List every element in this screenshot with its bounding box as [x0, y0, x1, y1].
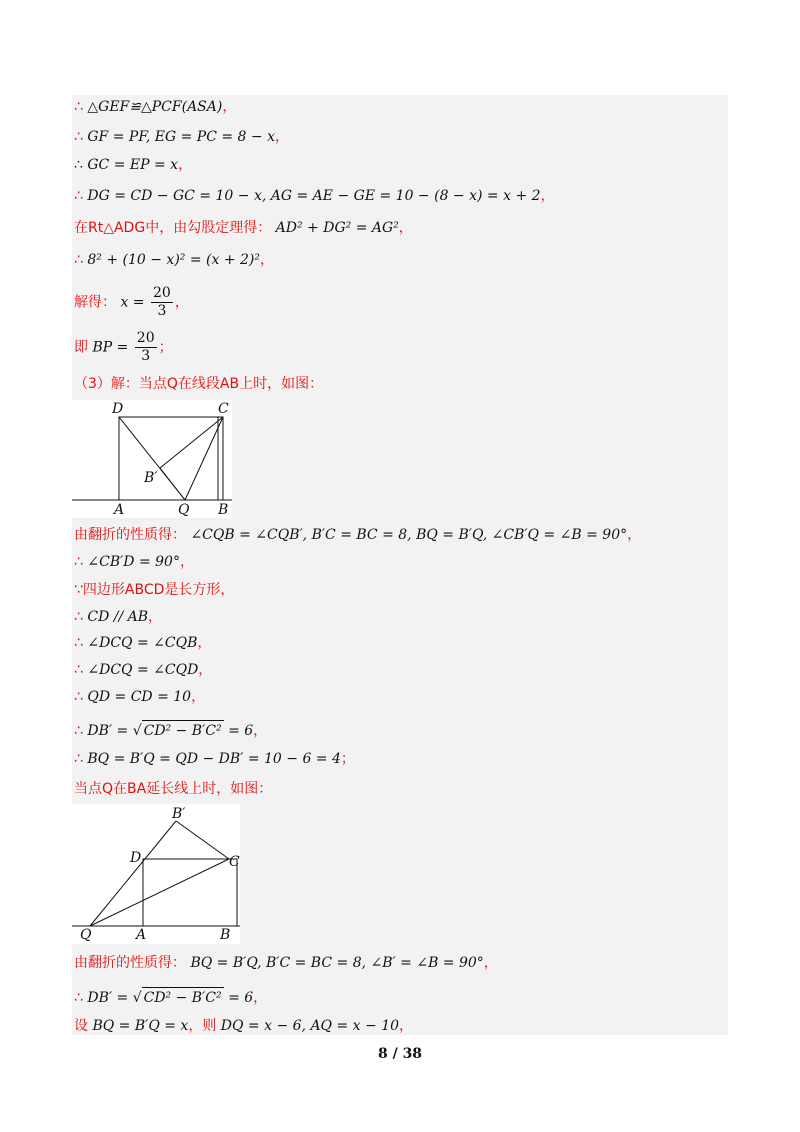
segment-QC: [90, 859, 229, 926]
radicand: CD² − B′C²: [142, 720, 224, 741]
therefore-symbol: ∴: [74, 751, 83, 767]
math-expr: GC = EP = x: [87, 157, 179, 173]
denominator: 3: [157, 303, 167, 319]
page-separator: /: [392, 1046, 398, 1062]
line-1: [74, 97, 236, 117]
line-13: [74, 607, 162, 627]
math-expr: ∠DCQ = ∠CQB: [87, 635, 198, 651]
line-6: [74, 250, 274, 270]
label-C: C: [218, 401, 229, 417]
punct: ，: [540, 188, 555, 204]
text: 在Rt△ADG中，由勾股定理得：: [74, 220, 272, 236]
label-B: B: [220, 927, 231, 943]
line-20: [74, 953, 498, 973]
figure-1-svg: [72, 400, 232, 518]
line-15: [74, 660, 212, 680]
segment-B-prime-C: [176, 821, 229, 859]
page-number: [0, 1046, 800, 1062]
segment-CB-prime: [160, 417, 223, 468]
text: 即: [74, 339, 88, 356]
fraction: [151, 285, 173, 320]
math-expr: ∠CB′D = 90°: [87, 554, 180, 570]
therefore-symbol: ∴: [74, 990, 83, 1006]
line-3: [74, 155, 192, 175]
math-expr: △GEF≌△PCF(ASA): [87, 99, 223, 115]
punct: ，: [627, 527, 642, 543]
math-expr: BQ = B′Q = x: [92, 1018, 189, 1034]
therefore-symbol: ∴: [74, 689, 83, 705]
math-lhs: x =: [120, 294, 145, 311]
segment-CQ: [185, 417, 223, 500]
figure-2: [72, 804, 240, 944]
label-D: D: [130, 850, 142, 866]
math-expr: DQ = x − 6, AQ = x − 10: [220, 1018, 400, 1034]
punct: ，: [253, 723, 268, 739]
text: 解得：: [74, 294, 116, 311]
label-A: A: [136, 927, 147, 943]
label-Q: Q: [80, 927, 92, 943]
line-5: [74, 218, 413, 238]
punct: ，: [483, 955, 498, 971]
therefore-symbol: ∴: [74, 129, 83, 145]
line-18: [74, 749, 355, 769]
line-17: ∴ DB′ = √ CD² − B′C² = 6，: [74, 720, 267, 741]
text: （3）解：当点Q在线段AB上时，如图：: [74, 376, 324, 392]
math-expr: QD = CD = 10: [87, 689, 192, 705]
therefore-symbol: ∴: [74, 99, 83, 115]
line-22: [74, 1016, 413, 1036]
label-Q: Q: [178, 502, 190, 518]
line-9: [74, 374, 323, 394]
text: 设: [74, 1018, 88, 1034]
figure-1: [72, 400, 232, 518]
figure-2-svg: [72, 804, 240, 944]
therefore-symbol: ∴: [74, 157, 83, 173]
punct: ，: [197, 635, 212, 651]
punct: ，: [222, 99, 237, 115]
therefore-symbol: ∴: [74, 662, 83, 678]
punct: ，: [148, 609, 163, 625]
label-B: B: [218, 502, 229, 518]
segment-B-prime-Q: [160, 468, 185, 500]
text: ∵四边形ABCD是长方形，: [74, 582, 235, 598]
line-2: [74, 127, 289, 147]
therefore-symbol: ∴: [74, 554, 83, 570]
line-11: [74, 552, 194, 572]
punct: ，: [399, 1018, 414, 1034]
segment-QB-prime: [90, 821, 176, 926]
current-page: 8: [377, 1046, 388, 1062]
math-lhs: DB′ =: [87, 990, 129, 1006]
punct: ，: [398, 220, 413, 236]
punct: ，: [275, 129, 289, 145]
line-12: [74, 580, 234, 600]
math-rhs: = 6: [228, 723, 254, 739]
line-19: [74, 779, 272, 799]
line-7: [74, 285, 189, 320]
math-lhs: DB′ =: [87, 723, 129, 739]
punct: ，: [178, 157, 193, 173]
line-8: [74, 330, 173, 365]
therefore-symbol: ∴: [74, 635, 83, 651]
punct: ，: [179, 554, 194, 570]
math-expr: AD² + DG² = AG²: [275, 220, 399, 236]
denominator: 3: [141, 348, 151, 364]
math-expr: CD // AB: [87, 609, 149, 625]
punct: ，: [260, 252, 275, 268]
math-expr: 8² + (10 − x)² = (x + 2)²: [87, 252, 261, 268]
math-lhs: BP =: [92, 339, 129, 356]
therefore-symbol: ∴: [74, 188, 83, 204]
total-pages: 38: [402, 1046, 423, 1062]
therefore-symbol: ∴: [74, 609, 83, 625]
text: 由翻折的性质得：: [74, 955, 186, 971]
math-expr: ∠DCQ = ∠CQD: [87, 662, 199, 678]
numerator: 20: [152, 285, 171, 301]
math-expr: ∠CQB = ∠CQB′, B′C = BC = 8, BQ = B′Q, ∠CB′Q = ∠B = 90°: [190, 527, 628, 543]
therefore-symbol: ∴: [74, 723, 83, 739]
text: 当点Q在BA延长线上时，如图：: [74, 781, 273, 797]
line-10: [74, 525, 641, 545]
line-4: [74, 186, 555, 206]
math-expr: GF = PF, EG = PC = 8 − x: [87, 129, 275, 145]
punct: ，: [191, 689, 206, 705]
line-21: ∴ DB′ = √ CD² − B′C² = 6，: [74, 987, 267, 1008]
label-C: C: [229, 854, 240, 870]
punct: ，: [253, 990, 268, 1006]
line-14: [74, 633, 211, 653]
math-expr: BQ = B′Q, B′C = BC = 8, ∠B′ = ∠B = 90°: [190, 955, 484, 971]
therefore-symbol: ∴: [74, 252, 83, 268]
line-16: [74, 687, 205, 707]
label-B-prime: B′: [144, 470, 158, 486]
math-expr: BQ = B′Q = QD − DB′ = 10 − 6 = 4: [87, 751, 341, 767]
punct: ；: [340, 751, 355, 767]
math-rhs: = 6: [228, 990, 254, 1006]
radicand: CD² − B′C²: [142, 987, 224, 1008]
punct: ，: [198, 662, 213, 678]
label-B-prime: B′: [172, 806, 186, 822]
text: ，则: [188, 1018, 217, 1034]
math-expr: DG = CD − GC = 10 − x, AG = AE − GE = 10 − (8 − x) = x + 2: [87, 188, 541, 204]
punct: ，: [174, 294, 189, 311]
punct: ；: [158, 339, 173, 356]
label-A: A: [114, 502, 125, 518]
label-D: D: [112, 401, 124, 417]
numerator: 20: [136, 330, 155, 346]
text: 由翻折的性质得：: [74, 527, 186, 543]
fraction: [135, 330, 157, 365]
rectangle-ABCD: [143, 859, 237, 926]
